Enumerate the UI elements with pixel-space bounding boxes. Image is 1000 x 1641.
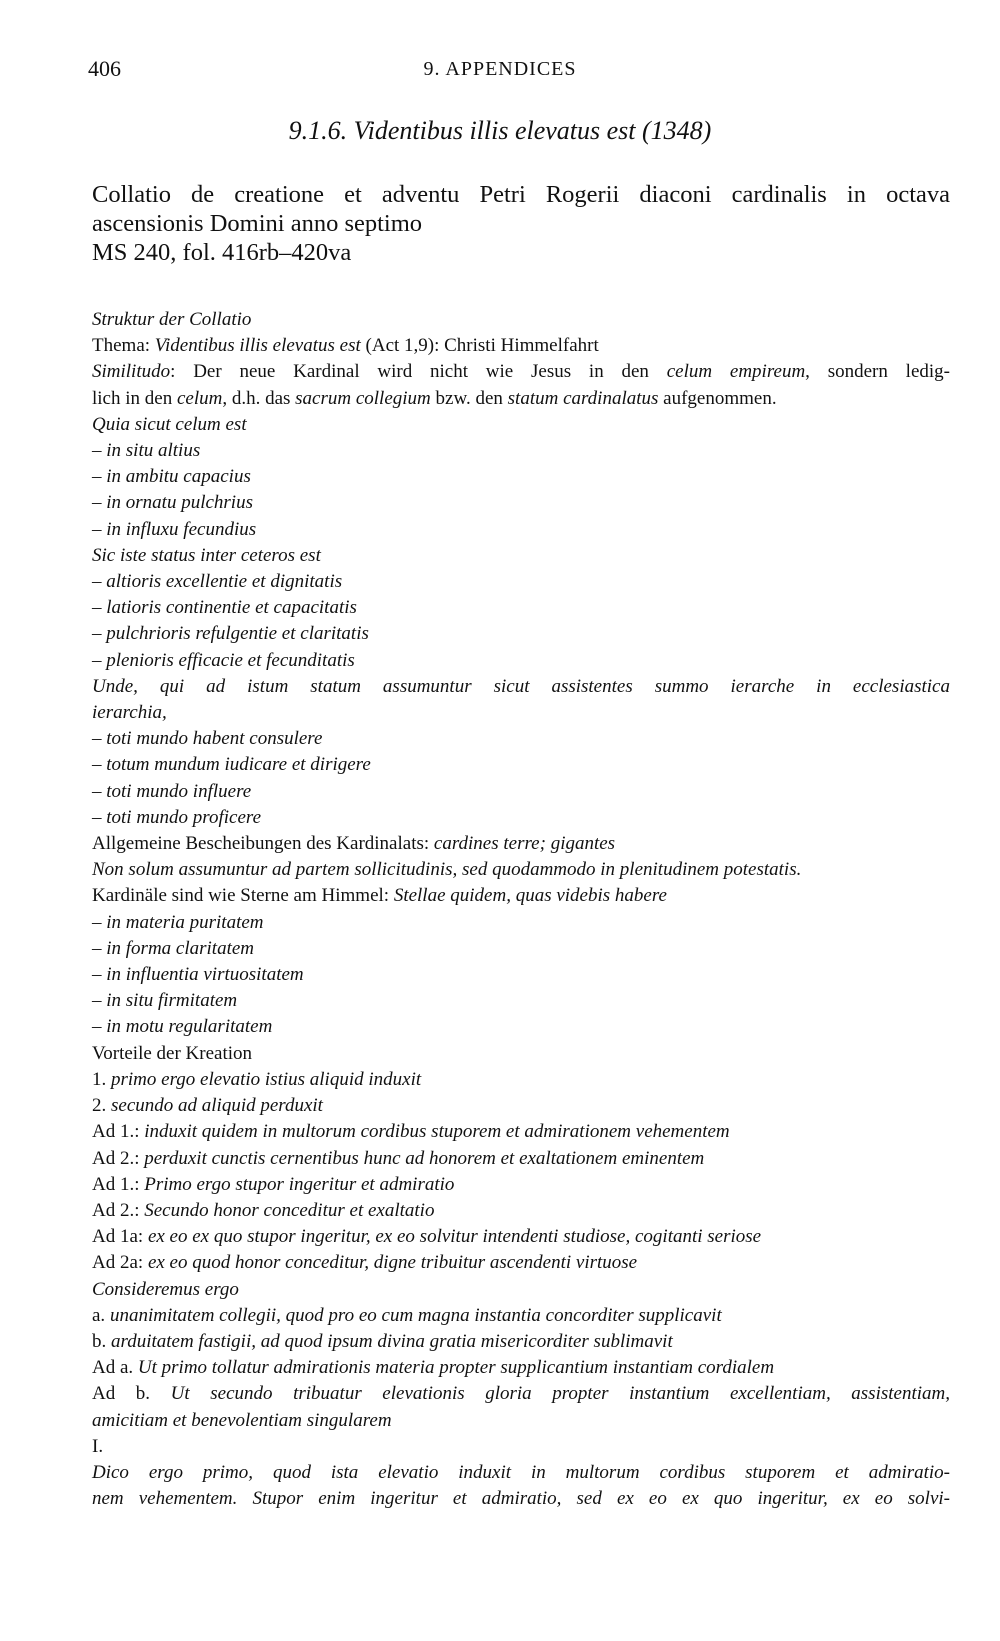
italic-span: sacrum collegium	[295, 387, 431, 409]
text-line	[92, 1146, 950, 1172]
section-heading: 9.1.6. Videntibus illis elevatus est (1348)	[288, 116, 712, 145]
italic-span: cardines terre; gigantes	[433, 833, 616, 855]
collatio-intro	[92, 180, 950, 267]
text-line	[92, 779, 950, 805]
text-span: Ad a.	[92, 1357, 138, 1379]
italic-span: celum	[176, 387, 223, 409]
italic-span: Secundo honor conceditur et exaltatio	[144, 1199, 435, 1221]
text-line	[92, 359, 950, 385]
text-span: , sondern ledig-	[805, 361, 950, 383]
intro-line: Collatio de creatione et adventu Petri Rogerii diaconi cardinalis in octava	[92, 181, 950, 208]
text-line	[92, 1067, 950, 1093]
italic-span: – in situ altius	[92, 440, 201, 462]
italic-span: nem vehementem. Stupor enim ingeritur et admiratio, sed ex eo ex quo ingeritur, ex eo solvi-	[92, 1488, 950, 1510]
text-span: , d.h. das	[222, 387, 296, 409]
text-line	[92, 1303, 950, 1329]
intro-line: ascensionis Domini anno septimo	[92, 210, 423, 237]
text-span: (Act 1,9): Christi Himmelfahrt	[360, 335, 599, 357]
text-span: Allgemeine Bescheibungen des Kardinalats:	[92, 833, 434, 855]
italic-span: statum cardinalatus	[507, 387, 659, 409]
text-span: b.	[92, 1330, 111, 1352]
text-line	[92, 595, 950, 621]
italic-span: – toti mundo habent consulere	[92, 728, 323, 750]
text-line	[92, 1250, 950, 1276]
text-line	[92, 700, 950, 726]
italic-span: – in motu regularitatem	[92, 1016, 273, 1038]
text-span: aufgenommen.	[658, 387, 777, 409]
text-line	[92, 1277, 950, 1303]
text-line	[92, 438, 950, 464]
italic-span: ex eo quod honor conceditur, digne tribuitur ascendenti virtuose	[147, 1252, 638, 1274]
text-line	[92, 1486, 950, 1512]
text-span: Vorteile der Kreation	[92, 1042, 253, 1064]
italic-span: Videntibus illis elevatus est	[154, 335, 361, 357]
text-line	[92, 621, 950, 647]
text-line	[92, 910, 950, 936]
text-line	[92, 857, 950, 883]
italic-span: arduitatem fastigii, ad quod ipsum divina gratia misericorditer sublimavit	[111, 1330, 673, 1352]
italic-span: – in forma claritatem	[92, 937, 255, 959]
text-line	[92, 1329, 950, 1355]
manuscript-reference: MS 240, fol. 416rb–420va	[92, 239, 352, 266]
text-line	[92, 1224, 950, 1250]
italic-span: – in materia puritatem	[92, 911, 264, 933]
italic-span: Consideremus ergo	[92, 1278, 239, 1300]
text-line	[92, 726, 950, 752]
text-span: I.	[92, 1435, 104, 1457]
text-line	[92, 1434, 950, 1460]
italic-span: – in situ firmitatem	[92, 990, 238, 1012]
italic-span: amicitiam et benevolentiam singularem	[92, 1409, 392, 1431]
text-line	[92, 1041, 950, 1067]
text-span: Ad 2.:	[92, 1199, 145, 1221]
text-span: : Der neue Kardinal wird nicht wie Jesus in den	[170, 361, 667, 383]
italic-span: celum empireum	[666, 361, 806, 383]
text-line	[92, 1093, 950, 1119]
text-span: lich in den	[92, 387, 177, 409]
text-span: Ad 1.:	[92, 1121, 145, 1143]
text-line	[92, 1381, 950, 1407]
text-line	[92, 831, 950, 857]
text-span: Ad 2.:	[92, 1147, 145, 1169]
text-span: bzw. den	[430, 387, 508, 409]
text-line	[92, 674, 950, 700]
text-line	[92, 883, 950, 909]
italic-span: perduxit cunctis cernentibus hunc ad honorem et exaltationem eminentem	[144, 1147, 705, 1169]
text-span: 1.	[92, 1068, 111, 1090]
text-line	[92, 805, 950, 831]
italic-span: Unde, qui ad istum statum assumuntur sicut assistentes summo ierarche in ecclesiastica	[92, 675, 950, 697]
italic-span: secundo ad aliquid perduxit	[111, 1095, 323, 1117]
text-line	[92, 333, 950, 359]
text-span: Ad 1a:	[92, 1226, 148, 1248]
text-span: Ad 1.:	[92, 1173, 145, 1195]
italic-span: – toti mundo proficere	[92, 806, 262, 828]
italic-span: – latioris continentie et capacitatis	[92, 597, 357, 619]
text-line	[92, 936, 950, 962]
italic-span: – altioris excellentie et dignitatis	[92, 571, 343, 593]
text-line	[92, 543, 950, 569]
text-line	[92, 1172, 950, 1198]
text-line	[92, 569, 950, 595]
document-body	[92, 307, 950, 1512]
text-line	[92, 412, 950, 438]
page-number: 406	[88, 56, 121, 81]
italic-span: Ut primo tollatur admirationis materia propter supplicantium instantiam cordialem	[137, 1357, 775, 1379]
running-title: 9. APPENDICES	[423, 58, 577, 80]
italic-span: Non solum assumuntur ad partem sollicitudinis, sed quodammodo in plenitudinem potestatis.	[92, 859, 802, 881]
italic-span: – in ambitu capacius	[92, 466, 251, 488]
text-line	[92, 752, 950, 778]
italic-span: Primo ergo stupor ingeritur et admiratio	[144, 1173, 455, 1195]
italic-span: – in ornatu pulchrius	[92, 492, 253, 514]
text-line	[92, 517, 950, 543]
text-line	[92, 307, 950, 333]
italic-span: – totum mundum iudicare et dirigere	[92, 754, 371, 776]
text-line	[92, 490, 950, 516]
italic-span: ierarchia,	[92, 702, 167, 724]
text-line	[92, 1198, 950, 1224]
italic-span: Stellae quidem, quas videbis habere	[393, 885, 667, 907]
italic-span: Sic iste status inter ceteros est	[92, 544, 321, 566]
italic-span: primo ergo elevatio istius aliquid induxit	[111, 1068, 422, 1090]
text-span: Thema:	[92, 335, 155, 357]
text-line	[92, 1119, 950, 1145]
text-line	[92, 988, 950, 1014]
italic-span: unanimitatem collegii, quod pro eo cum magna instantia concorditer supplicavit	[109, 1304, 722, 1326]
italic-span: ex eo ex quo stupor ingeritur, ex eo solvitur intendenti studiose, cogitanti seriose	[147, 1226, 762, 1248]
italic-span: Similitudo	[92, 361, 171, 383]
text-line	[92, 386, 950, 412]
italic-span: – pulchrioris refulgentie et claritatis	[92, 623, 369, 645]
text-span: Kardinäle sind wie Sterne am Himmel:	[92, 885, 394, 907]
text-span: a.	[92, 1304, 110, 1326]
text-line	[92, 1408, 950, 1434]
italic-span: Quia sicut celum est	[92, 413, 247, 435]
text-span: Ad b.	[92, 1383, 171, 1405]
text-line	[92, 1355, 950, 1381]
italic-span: Struktur der Collatio	[92, 309, 252, 330]
italic-span: Ut secundo tribuatur elevationis gloria propter instantium excellentiam, assistentiam,	[170, 1383, 950, 1405]
italic-span: – plenioris efficacie et fecunditatis	[92, 649, 355, 671]
text-line	[92, 464, 950, 490]
italic-span: Dico ergo primo, quod ista elevatio induxit in multorum cordibus stuporem et admiratio-	[92, 1461, 950, 1483]
text-line	[92, 1460, 950, 1486]
italic-span: – in influxu fecundius	[92, 518, 257, 540]
text-span: Ad 2a:	[92, 1252, 148, 1274]
italic-span: – in influentia virtuositatem	[92, 964, 304, 986]
italic-span: – toti mundo influere	[92, 780, 252, 802]
text-line	[92, 962, 950, 988]
text-span: 2.	[92, 1095, 111, 1117]
text-line	[92, 648, 950, 674]
italic-span: induxit quidem in multorum cordibus stuporem et admirationem vehementem	[144, 1121, 730, 1143]
text-line	[92, 1014, 950, 1040]
